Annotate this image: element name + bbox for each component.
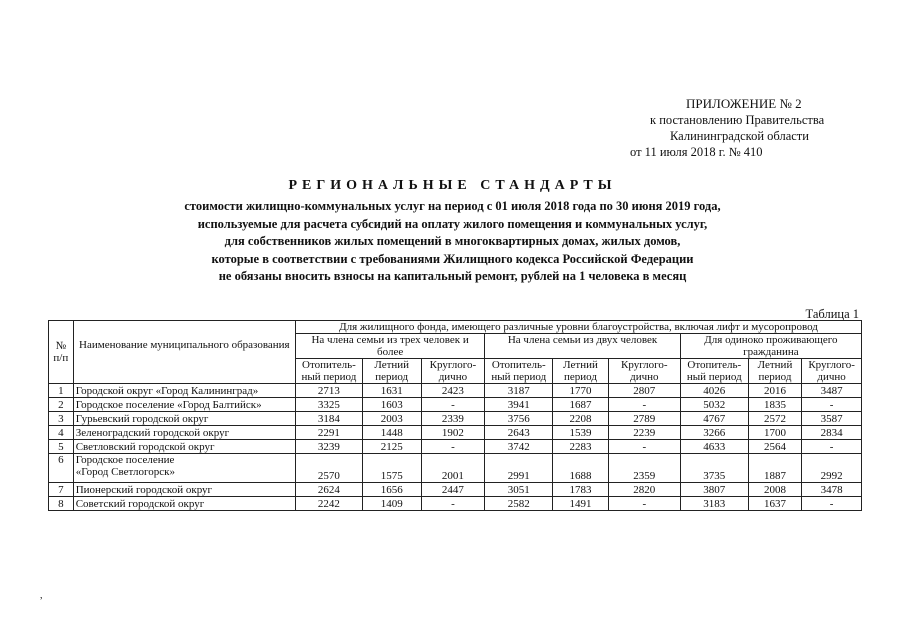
header-column: Летний период [362, 359, 421, 384]
row-value: 2447 [421, 483, 485, 497]
row-value: 2564 [748, 440, 802, 454]
row-value: 2359 [608, 454, 680, 483]
row-number: 1 [49, 384, 74, 398]
header-number: № п/п [49, 321, 74, 384]
row-value: 3487 [802, 384, 862, 398]
row-name-line: «Город Светлогорск» [75, 466, 175, 478]
row-name: Городской округ «Город Калининград» [73, 384, 295, 398]
subtitle-line: стоимости жилищно-коммунальных услуг на период с 01 июля 2018 года по 30 июня 2019 года, [184, 199, 721, 213]
header-group: Для жилищного фонда, имеющего различные уровни благоустройства, включая лифт и мусоропровод [295, 321, 861, 334]
row-value: 1448 [362, 426, 421, 440]
row-name: Городское поселение «Город Балтийск» [73, 398, 295, 412]
row-value: 2991 [485, 454, 553, 483]
row-value: 2242 [295, 497, 362, 511]
row-value: 2789 [608, 412, 680, 426]
row-name: Светловский городской округ [73, 440, 295, 454]
row-name [73, 454, 295, 483]
standards-table [48, 320, 862, 511]
subtitle-line: которые в соответствии с требованиями Жилищного кодекса Российской Федерации [211, 251, 694, 266]
header-column: Отопитель-ный период [295, 359, 362, 384]
header-column: Летний период [553, 359, 609, 384]
table-row [49, 440, 862, 454]
row-value: 3478 [802, 483, 862, 497]
row-value: - [421, 497, 485, 511]
row-number: 8 [49, 497, 74, 511]
row-value: 3742 [485, 440, 553, 454]
row-value: 1770 [553, 384, 609, 398]
row-value: 3183 [680, 497, 748, 511]
row-value: 1539 [553, 426, 609, 440]
row-value: 1887 [748, 454, 802, 483]
row-number: 2 [49, 398, 74, 412]
header-subgroup-single: Для одиноко проживающего гражданина [680, 334, 861, 359]
row-value: 2582 [485, 497, 553, 511]
row-name: Пионерский городской округ [73, 483, 295, 497]
row-value: 2834 [802, 426, 862, 440]
row-value: 1835 [748, 398, 802, 412]
table-row [49, 426, 862, 440]
header-column: Отопитель-ный период [680, 359, 748, 384]
row-value: 2001 [421, 454, 485, 483]
row-value: 3941 [485, 398, 553, 412]
row-value: 2016 [748, 384, 802, 398]
row-value: 1783 [553, 483, 609, 497]
row-value: 3187 [485, 384, 553, 398]
row-value: 2807 [608, 384, 680, 398]
subtitle-line: используемые для расчета субсидий на оплату жилого помещения и коммунальных услуг, [197, 216, 708, 231]
row-value: 3807 [680, 483, 748, 497]
appendix-resolution: к постановлению Правительства [650, 113, 825, 127]
table-row [49, 384, 862, 398]
row-name-line: Городское поселение [75, 454, 175, 466]
header-column: Круглого-дично [421, 359, 485, 384]
appendix-heading: ПРИЛОЖЕНИЕ № 2 [686, 96, 802, 111]
appendix-date: от 11 июля 2018 г. № 410 [630, 145, 763, 159]
row-number: 7 [49, 483, 74, 497]
header-name: Наименование муниципального образования [73, 321, 295, 384]
row-value: 2572 [748, 412, 802, 426]
row-value: 1700 [748, 426, 802, 440]
row-name: Советский городской округ [73, 497, 295, 511]
row-number: 5 [49, 440, 74, 454]
row-value: - [802, 497, 862, 511]
row-value: 3587 [802, 412, 862, 426]
row-name: Зеленоградский городской округ [73, 426, 295, 440]
row-value: 2643 [485, 426, 553, 440]
header-column: Круглого-дично [802, 359, 862, 384]
row-value: 1687 [553, 398, 609, 412]
row-value: - [802, 440, 862, 454]
appendix-block [630, 96, 870, 160]
subtitle-line: не обязаны вносить взносы на капитальный ремонт, рублей на 1 человека в месяц [218, 269, 687, 283]
row-value: 3051 [485, 483, 553, 497]
row-value: 2008 [748, 483, 802, 497]
row-value: - [421, 398, 485, 412]
table-row [49, 454, 862, 483]
row-value: 3735 [680, 454, 748, 483]
row-value: 5032 [680, 398, 748, 412]
row-value: 2570 [295, 454, 362, 483]
row-value: 1637 [748, 497, 802, 511]
subtitle-line: для собственников жилых помещений в многоквартирных домах, жилых домов, [224, 234, 681, 248]
row-value: 1603 [362, 398, 421, 412]
row-value: 2713 [295, 384, 362, 398]
table-row [49, 398, 862, 412]
row-value: 2339 [421, 412, 485, 426]
table-caption: Таблица 1 [805, 307, 859, 321]
row-value: 2283 [553, 440, 609, 454]
row-value: - [802, 398, 862, 412]
table-row [49, 483, 862, 497]
table-row [49, 412, 862, 426]
row-value: 4633 [680, 440, 748, 454]
row-value: 2208 [553, 412, 609, 426]
row-number: 4 [49, 426, 74, 440]
row-value: 1902 [421, 426, 485, 440]
header-column: Летний период [748, 359, 802, 384]
row-value: 1688 [553, 454, 609, 483]
header-subgroup-three: На члена семьи из трех человек и более [295, 334, 484, 359]
page-subtitle [60, 198, 845, 286]
row-value: 4026 [680, 384, 748, 398]
row-value: - [608, 497, 680, 511]
header-column: Отопитель-ный период [485, 359, 553, 384]
row-value: 3239 [295, 440, 362, 454]
row-value: 1631 [362, 384, 421, 398]
row-value: 2992 [802, 454, 862, 483]
row-value: 1491 [553, 497, 609, 511]
table-row [49, 497, 862, 511]
scan-mark: , [40, 590, 43, 601]
row-value: 2125 [362, 440, 421, 454]
page-title: РЕГИОНАЛЬНЫЕ СТАНДАРТЫ [288, 178, 617, 193]
row-value: 2239 [608, 426, 680, 440]
row-value: 1656 [362, 483, 421, 497]
row-value: 3325 [295, 398, 362, 412]
row-value: - [608, 440, 680, 454]
row-value: 3266 [680, 426, 748, 440]
row-value: 3184 [295, 412, 362, 426]
row-number: 3 [49, 412, 74, 426]
row-number: 6 [49, 454, 74, 483]
row-value: 1409 [362, 497, 421, 511]
row-name: Гурьевский городской округ [73, 412, 295, 426]
row-value: 1575 [362, 454, 421, 483]
row-value: 2423 [421, 384, 485, 398]
header-column: Круглого-дично [608, 359, 680, 384]
row-value: - [421, 440, 485, 454]
header-subgroup-two: На члена семьи из двух человек [485, 334, 681, 359]
row-value: 2820 [608, 483, 680, 497]
row-value: - [608, 398, 680, 412]
row-value: 2003 [362, 412, 421, 426]
row-value: 3756 [485, 412, 553, 426]
row-value: 2624 [295, 483, 362, 497]
row-value: 4767 [680, 412, 748, 426]
appendix-region: Калининградской области [670, 129, 809, 143]
row-value: 2291 [295, 426, 362, 440]
